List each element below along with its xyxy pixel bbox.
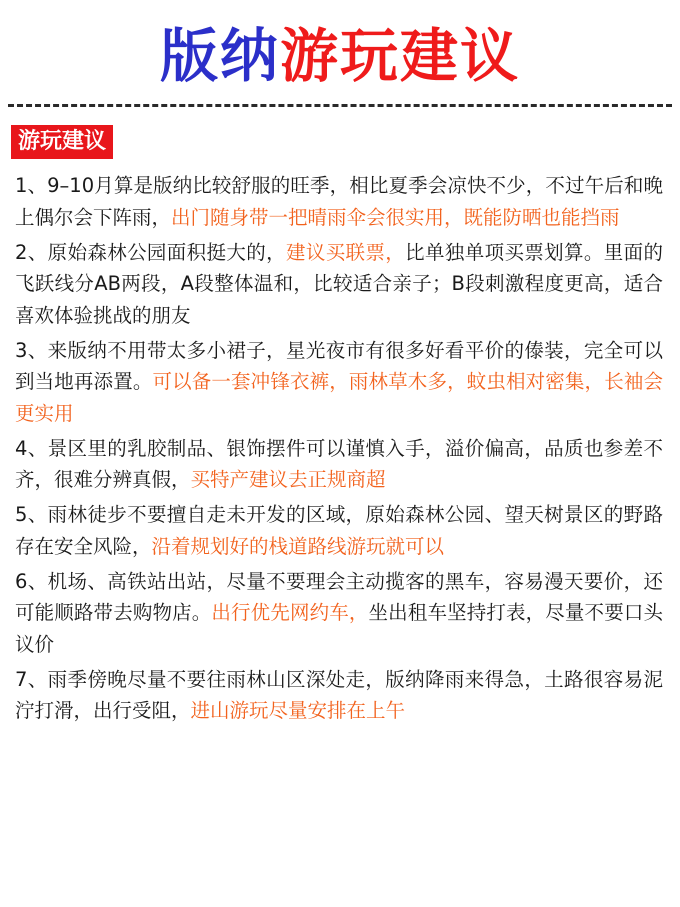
tip-highlight: 出门随身带一把晴雨伞会很实用，既能防晒也能挡雨 bbox=[171, 205, 620, 229]
page-title bbox=[0, 20, 680, 92]
tip-item-4 bbox=[15, 433, 663, 496]
page-title-part-1: 版纳 bbox=[159, 22, 280, 90]
tip-highlight: 进山游玩尽量安排在上午 bbox=[190, 699, 406, 722]
tip-item-7 bbox=[15, 664, 663, 727]
tips-list bbox=[15, 170, 663, 730]
tip-highlight: 出行优先网约车， bbox=[211, 601, 369, 624]
tip-text: 2、原始森林公园面积挺大的， bbox=[15, 240, 286, 264]
tip-tail: 坐出租车坚持打表，尽量不要口头议价 bbox=[15, 601, 663, 656]
tip-highlight: 沿着规划好的栈道路线游玩就可以 bbox=[151, 534, 445, 558]
tip-item-6 bbox=[15, 566, 663, 661]
tip-highlight: 建议买联票， bbox=[285, 240, 406, 264]
tip-text: 6、机场、高铁站出站，尽量不要理会主动揽客的黑车，容易漫天要价，还可能顺路带去购物店。 bbox=[15, 569, 663, 624]
tip-item-1 bbox=[15, 170, 663, 233]
tip-item-3 bbox=[15, 335, 663, 430]
tip-tail: 比单独单项买票划算。里面的飞跃线分AB两段，A段整体温和，比较适合亲子；B段刺激程度更高，适合喜欢体验挑战的朋友 bbox=[15, 240, 663, 327]
tip-text: 3、来版纳不用带太多小裙子，星光夜市有很多好看平价的傣装，完全可以到当地再添置。 bbox=[15, 338, 663, 393]
tip-item-2 bbox=[15, 237, 663, 332]
tip-text: 4、景区里的乳胶制品、银饰摆件可以谨慎入手，溢价偏高，品质也参差不齐，很难分辨真假， bbox=[15, 436, 663, 491]
tip-highlight: 可以备一套冲锋衣裤，雨林草木多，蚊虫相对密集，长袖会更实用 bbox=[15, 370, 663, 425]
tip-text: 7、雨季傍晚尽量不要往雨林山区深处走，版纳降雨来得急，土路很容易泥泞打滑，出行受阻， bbox=[15, 667, 663, 722]
tip-text: 1、9–10月算是版纳比较舒服的旺季，相比夏季会凉快不少，不过午后和晚上偶尔会下阵雨， bbox=[15, 174, 663, 229]
page-title-part-2: 游玩建议 bbox=[280, 22, 521, 90]
tip-highlight: 买特产建议去正规商超 bbox=[190, 468, 386, 491]
dashed-divider bbox=[8, 104, 672, 107]
section-label: 游玩建议 bbox=[11, 125, 113, 159]
tip-item-5 bbox=[15, 499, 663, 562]
tip-text: 5、雨林徒步不要擅自走未开发的区域，原始森林公园、望天树景区的野路存在安全风险， bbox=[15, 503, 663, 558]
